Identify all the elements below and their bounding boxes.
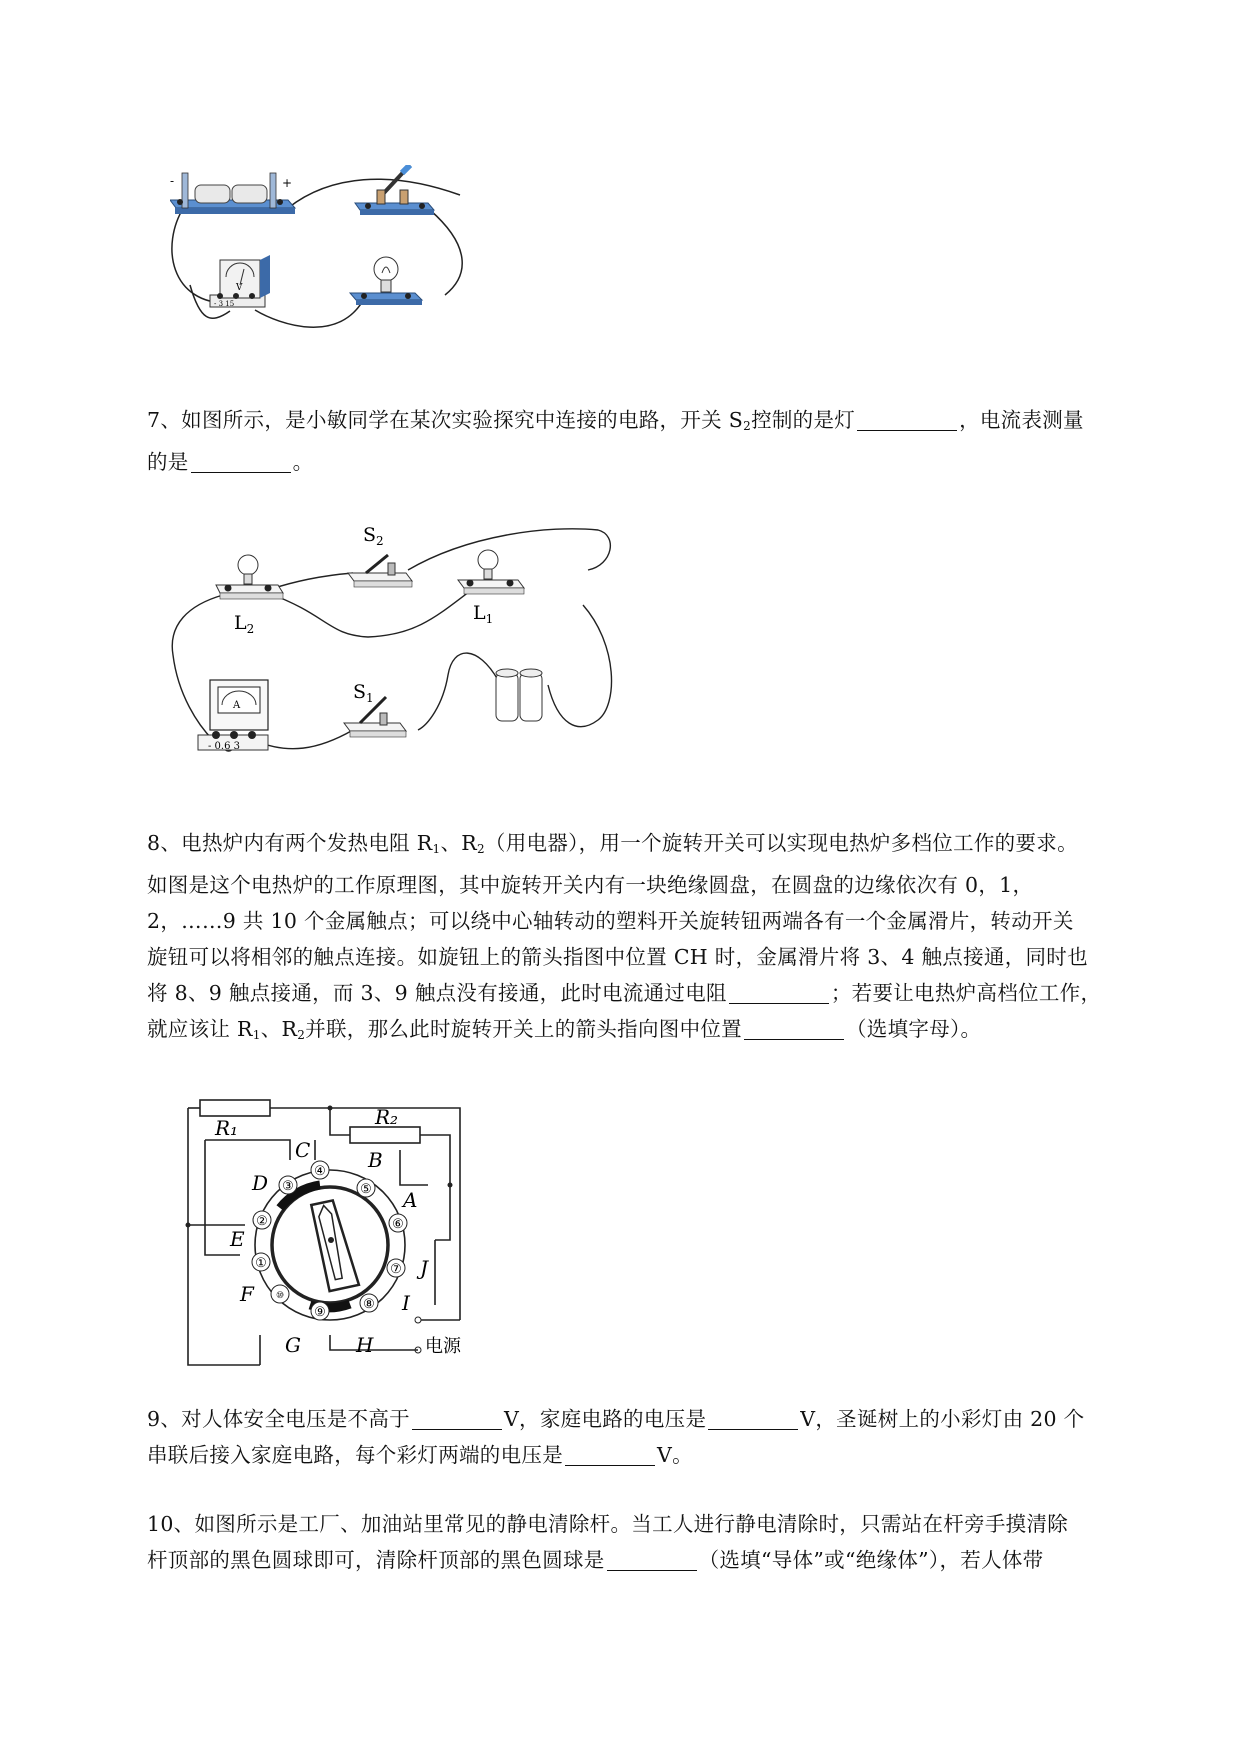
q8-sub: 2 [476, 842, 485, 856]
q8-sub: 1 [432, 842, 441, 856]
answer-blank[interactable] [607, 1548, 697, 1571]
label-l2: $L_2$ [234, 612, 255, 636]
position-label: J [420, 1256, 429, 1280]
answer-blank[interactable] [729, 981, 829, 1004]
answer-blank[interactable] [744, 1017, 844, 1040]
q9-line2-b: V。 [657, 1443, 693, 1467]
position-label: B [368, 1148, 383, 1172]
label-s1: $S_1$ [353, 681, 374, 705]
q8-line2: 如图是这个电热炉的工作原理图，其中旋转开关内有一块绝缘圆盘，在圆盘的边缘依次有 0，1， [147, 873, 1034, 897]
contact-label: ⑧ [363, 1297, 375, 1312]
q8-line1-b: 、R [440, 831, 477, 855]
q8-line6-d: （选填字母）。 [846, 1017, 982, 1041]
contact-label: ⑥ [392, 1217, 404, 1232]
q8-line6-b: 、R [260, 1017, 298, 1041]
q7-text-c: ，电流表测量 [959, 408, 1084, 432]
position-label: I [402, 1291, 410, 1315]
contact-label: ③ [282, 1179, 294, 1194]
question-8 [147, 825, 1167, 1053]
q7-text-d: 的是 [147, 450, 189, 474]
question-10 [147, 1506, 1167, 1578]
q10-line2-b: （选填“导体”或“绝缘体”），若人体带 [698, 1548, 1044, 1572]
q8-sub: 1 [252, 1028, 261, 1042]
contact-label: ⑩ [275, 1291, 285, 1301]
answer-blank[interactable] [708, 1407, 798, 1430]
contact-label: ② [256, 1214, 268, 1229]
rotary-switch-figure [170, 1090, 510, 1380]
contact-label: ④ [314, 1164, 326, 1179]
q8-line5-a: 将 8、9 触点接通，而 3、9 触点没有接通，此时电流通过电阻 [147, 981, 727, 1005]
q10-line1: 10、如图所示是工厂、加油站里常见的静电清除杆。当工人进行静电清除时，只需站在杆旁手摸清除 [147, 1512, 1069, 1536]
q8-sub: 2 [297, 1028, 306, 1042]
contact-label: ⑦ [390, 1262, 402, 1277]
q8-line4: 旋钮可以将相邻的触点连接。如旋钮上的箭头指图中位置 CH 时，金属滑片将 3、4 触点接通，同时也 [147, 945, 1088, 969]
q10-line2-a: 杆顶部的黑色圆球即可，清除杆顶部的黑色圆球是 [147, 1548, 605, 1572]
label-s2: $S_2$ [363, 525, 384, 548]
q7-number: 7、 [147, 408, 182, 432]
resistor-r2-label: R₂ [375, 1105, 399, 1129]
q8-line1-a: 8、电热炉内有两个发热电阻 R [147, 831, 433, 855]
q7-text-b: 控制的是灯 [751, 408, 856, 432]
answer-blank[interactable] [565, 1443, 655, 1466]
question-7 [147, 402, 1167, 480]
q8-line3: 2，……9 共 10 个金属触点；可以绕中心轴转动的塑料开关旋转钮两端各有一个金属滑片，转动开关 [147, 909, 1074, 933]
position-label: D [252, 1171, 269, 1195]
circuit-figure-voltmeter [170, 165, 500, 365]
position-label: C [295, 1138, 311, 1162]
power-source-label: 电源 [425, 1336, 461, 1357]
label-l1: $L_1$ [473, 602, 494, 626]
q9-line1-a: 9、对人体安全电压是不高于 [147, 1407, 410, 1431]
ammeter-letter: A [233, 700, 241, 711]
q9-line1-c: V，圣诞树上的小彩灯由 20 个 [800, 1407, 1085, 1431]
position-label: A [403, 1188, 418, 1212]
answer-blank[interactable] [412, 1407, 502, 1430]
q9-line1-b: V，家庭电路的电压是 [503, 1407, 707, 1431]
answer-blank[interactable] [191, 450, 291, 473]
q8-line1-c: （用电器），用一个旋转开关可以实现电热炉多档位工作的要求。 [484, 831, 1078, 855]
circuit-figure-ammeter [168, 525, 628, 765]
q8-line6-a: 就应该让 R [147, 1017, 253, 1041]
answer-blank[interactable] [857, 408, 957, 431]
contact-label: ⑤ [360, 1182, 372, 1197]
ammeter-scale: - 0.6 3 [208, 741, 241, 752]
voltmeter-letter: V [236, 283, 243, 293]
q7-sub-s: 2 [743, 419, 752, 433]
position-label: G [285, 1333, 301, 1357]
battery-minus-label: - [170, 174, 175, 188]
position-label: E [230, 1227, 245, 1251]
position-label: F [240, 1282, 254, 1306]
contact-label: ① [255, 1256, 267, 1271]
position-label: H [356, 1333, 374, 1357]
q7-text-a: 如图所示，是小敏同学在某次实验探究中连接的电路，开关 S [181, 408, 744, 432]
battery-plus-label: + [282, 176, 293, 190]
resistor-r1-label: R₁ [215, 1116, 239, 1140]
question-9 [147, 1401, 1167, 1473]
q8-line6-c: 并联，那么此时旋转开关上的箭头指向图中位置 [305, 1017, 742, 1041]
q7-text-e: 。 [292, 450, 314, 474]
voltmeter-scale: - 3 15 [214, 300, 235, 308]
q8-line5-b: ；若要让电热炉高档位工作， [830, 981, 1102, 1005]
q9-line2-a: 串联后接入家庭电路，每个彩灯两端的电压是 [147, 1443, 563, 1467]
contact-label: ⑨ [314, 1305, 326, 1320]
